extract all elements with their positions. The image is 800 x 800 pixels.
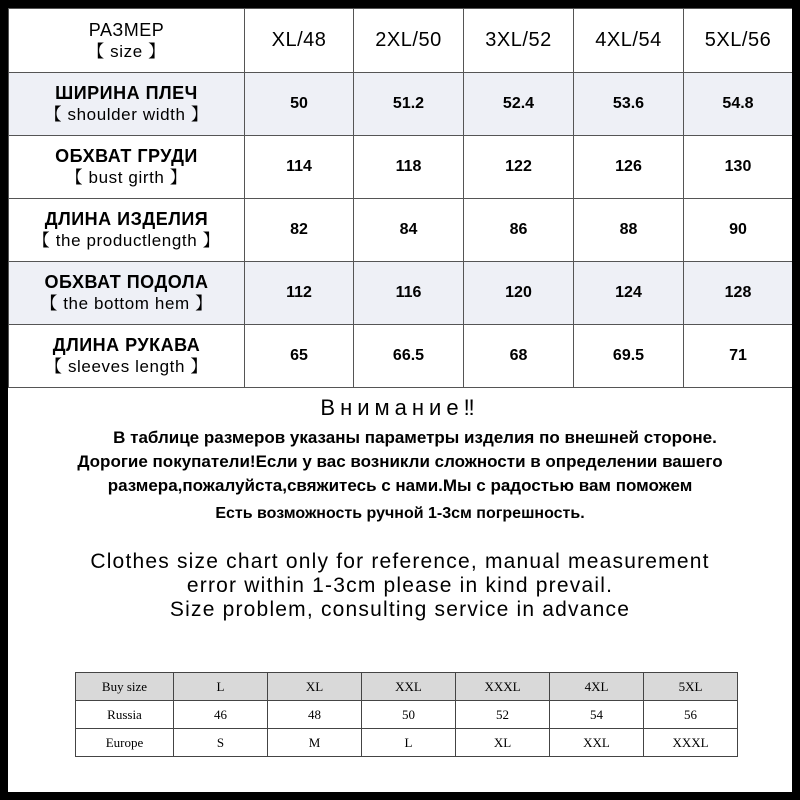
row-label-ru: ОБХВАТ ПОДОЛА	[44, 272, 209, 292]
value-cell: 120	[464, 262, 574, 325]
buy-cell: XXL	[550, 729, 644, 757]
note-ru-line: В таблице размеров указаны параметры изделия по внешней стороне.	[113, 428, 717, 447]
notes-section	[8, 392, 792, 622]
row-label-en: 【 the productlength 】	[32, 231, 221, 250]
value-cell: 116	[354, 262, 464, 325]
row-label-ru: ДЛИНА ИЗДЕЛИЯ	[44, 209, 209, 229]
size-header-cell: 5XL/56	[684, 9, 793, 73]
table-row	[9, 199, 793, 262]
value-cell: 128	[684, 262, 793, 325]
row-label-en: 【 bust girth 】	[65, 168, 188, 187]
note-en-line: Size problem, consulting service in advance	[169, 598, 631, 621]
buy-cell: 4XL	[550, 673, 644, 701]
table-row	[9, 325, 793, 388]
value-cell: 112	[245, 262, 354, 325]
value-cell: 122	[464, 136, 574, 199]
size-table-header	[9, 9, 793, 73]
buy-cell: XXXL	[644, 729, 738, 757]
header-label-cell	[9, 9, 245, 73]
value-cell: 50	[245, 73, 354, 136]
note-en-line: error within 1-3cm please in kind prevail.	[186, 574, 614, 597]
row-label-cell	[9, 199, 245, 262]
note-ru-line: Дорогие покупатели!Если у вас возникли сложности в определении вашего	[77, 452, 723, 471]
buy-row-label: Buy size	[76, 673, 174, 701]
value-cell: 86	[464, 199, 574, 262]
buy-cell: L	[362, 729, 456, 757]
value-cell: 71	[684, 325, 793, 388]
row-label-en: 【 sleeves length 】	[45, 357, 208, 376]
value-cell: 88	[574, 199, 684, 262]
value-cell: 65	[245, 325, 354, 388]
value-cell: 126	[574, 136, 684, 199]
buy-cell: 46	[174, 701, 268, 729]
buy-size-row	[76, 673, 738, 701]
buy-cell: XXL	[362, 673, 456, 701]
row-label-cell	[9, 262, 245, 325]
table-row	[9, 73, 793, 136]
value-cell: 130	[684, 136, 793, 199]
table-row	[9, 136, 793, 199]
row-label-ru: ДЛИНА РУКАВА	[52, 335, 201, 355]
note-ru-line: Есть возможность ручной 1-3см погрешность.	[215, 505, 585, 522]
buy-size-table	[75, 672, 738, 757]
value-cell: 52.4	[464, 73, 574, 136]
buy-cell: 48	[268, 701, 362, 729]
buy-cell: S	[174, 729, 268, 757]
buy-cell: XXXL	[456, 673, 550, 701]
size-header-cell: 4XL/54	[574, 9, 684, 73]
value-cell: 68	[464, 325, 574, 388]
value-cell: 124	[574, 262, 684, 325]
buy-cell: 52	[456, 701, 550, 729]
value-cell: 90	[684, 199, 793, 262]
buy-cell: M	[268, 729, 362, 757]
buy-row-label: Russia	[76, 701, 174, 729]
size-chart-page	[8, 8, 792, 792]
buy-cell: 5XL	[644, 673, 738, 701]
value-cell: 53.6	[574, 73, 684, 136]
size-header-cell: XL/48	[245, 9, 354, 73]
buy-cell: XL	[456, 729, 550, 757]
row-label-ru: ОБХВАТ ГРУДИ	[55, 146, 198, 166]
note-ru-line: размера,пожалуйста,свяжитесь с нами.Мы с радостью вам поможем	[107, 476, 693, 495]
size-header-cell: 3XL/52	[464, 9, 574, 73]
value-cell: 84	[354, 199, 464, 262]
row-label-cell	[9, 136, 245, 199]
size-header-cell: 2XL/50	[354, 9, 464, 73]
buy-cell: 56	[644, 701, 738, 729]
row-label-cell	[9, 325, 245, 388]
note-en-line: Clothes size chart only for reference, manual measurement	[90, 550, 710, 573]
row-label-en: 【 the bottom hem 】	[40, 294, 213, 313]
header-label-en: 【 size 】	[87, 41, 166, 61]
value-cell: 54.8	[684, 73, 793, 136]
row-label-en: 【 shoulder width 】	[44, 105, 209, 124]
value-cell: 69.5	[574, 325, 684, 388]
buy-cell: L	[174, 673, 268, 701]
europe-row	[76, 729, 738, 757]
row-label-ru: ШИРИНА ПЛЕЧ	[55, 83, 198, 103]
header-label-ru: РАЗМЕР	[88, 19, 165, 40]
buy-row-label: Europe	[76, 729, 174, 757]
row-label-cell	[9, 73, 245, 136]
buy-cell: 54	[550, 701, 644, 729]
value-cell: 118	[354, 136, 464, 199]
attention-heading: Внимание‼	[320, 395, 480, 420]
russia-row	[76, 701, 738, 729]
value-cell: 114	[245, 136, 354, 199]
size-table	[8, 8, 792, 388]
buy-cell: XL	[268, 673, 362, 701]
value-cell: 66.5	[354, 325, 464, 388]
value-cell: 51.2	[354, 73, 464, 136]
table-row	[9, 262, 793, 325]
buy-cell: 50	[362, 701, 456, 729]
value-cell: 82	[245, 199, 354, 262]
